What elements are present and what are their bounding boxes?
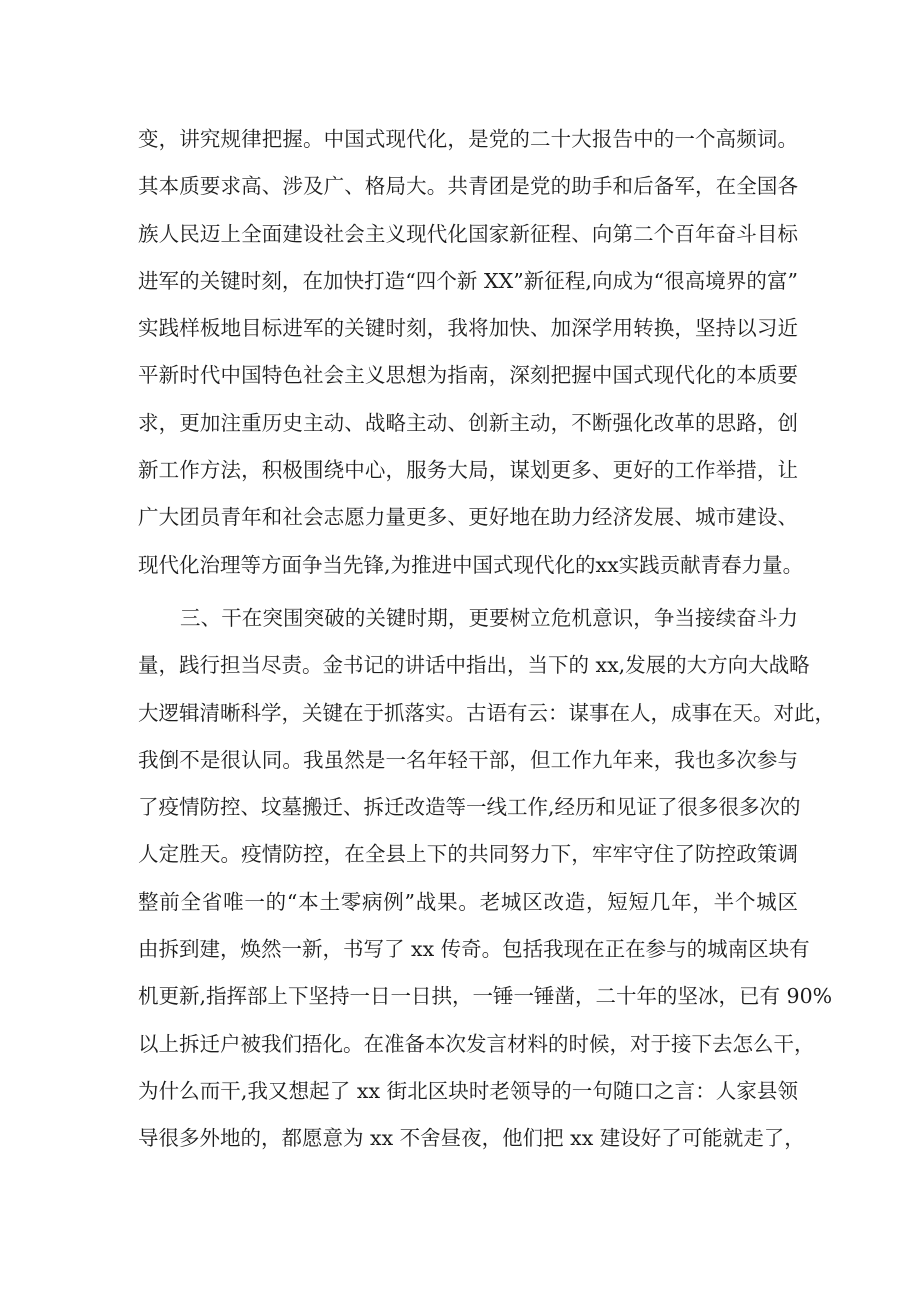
text-line: 了疫情防控、坟墓搬迁、拆迁改造等一线工作,经历和见证了很多很多次的 [138,795,801,820]
text-line: 变，讲究规律把握。中国式现代化，是党的二十大报告中的一个高频词。 [138,127,798,151]
text-line: 实践样板地目标进军的关键时刻，我将加快、加深学用转换，坚持以习近 [138,316,798,341]
text-line: 我倒不是很认同。我虽然是一名年轻干部，但工作九年来，我也多次参与 [138,747,798,772]
text-line: 为什么而干,我又想起了 xx 街北区块时老领导的一句随口之言：人家县领 [138,1078,798,1103]
text-line: 现代化治理等方面争当先锋,为推进中国式现代化的xx实践贡献青春力量。 [138,552,804,577]
text-line: 人定胜天。疫情防控，在全县上下的共同努力下，牢牢守住了防控政策调 [138,842,798,867]
text-line: 整前全省唯一的“本土零病例”战果。老城区改造，短短几年，半个城区 [138,889,798,914]
text-line: 其本质要求高、涉及广、格局大。共青团是党的助手和后备军，在全国各 [138,174,798,199]
paragraph-1 [138,116,804,589]
text-line: 进军的关键时刻，在加快打造“四个新 XX”新征程,向成为“很高境界的富” [138,268,798,293]
text-line: 族人民迈上全面建设社会主义现代化国家新征程、向第二个百年奋斗目标 [138,221,798,246]
text-line: 量，践行担当尽责。金书记的讲话中指出，当下的 xx,发展的大方向大战略 [138,653,810,678]
text-line: 求，更加注重历史主动、战略主动、创新主动，不断强化改革的思路，创 [138,410,798,435]
text-line: 由拆到建，焕然一新，书写了 xx 传奇。包括我现在正在参与的城南区块有 [138,937,810,962]
text-line: 新工作方法，积极围绕中心，服务大局，谋划更多、更好的工作举措，让 [138,458,798,483]
text-line: 三、干在突围突破的关键时期，更要树立危机意识，争当接续奋斗力 [180,606,798,630]
text-line: 平新时代中国特色社会主义思想为指南，深刻把握中国式现代化的本质要 [138,363,798,388]
text-line: 导很多外地的，都愿意为 xx 不舍昼夜，他们把 xx 建设好了可能就走了， [138,1126,805,1151]
text-line: 以上拆迁户被我们捂化。在准备本次发言材料的时候，对于接下去怎么干， [138,1031,815,1056]
text-line: 大逻辑清晰科学，关键在于抓落实。古语有云：谋事在人，成事在天。对此， [138,700,835,725]
paragraph-2 [138,595,835,1163]
text-line: 机更新,指挥部上下坚持一日一日拱，一锤一锤凿，二十年的坚冰，已有 90% [138,984,833,1009]
text-line: 广大团员青年和社会志愿力量更多、更好地在助力经济发展、城市建设、 [138,505,798,530]
